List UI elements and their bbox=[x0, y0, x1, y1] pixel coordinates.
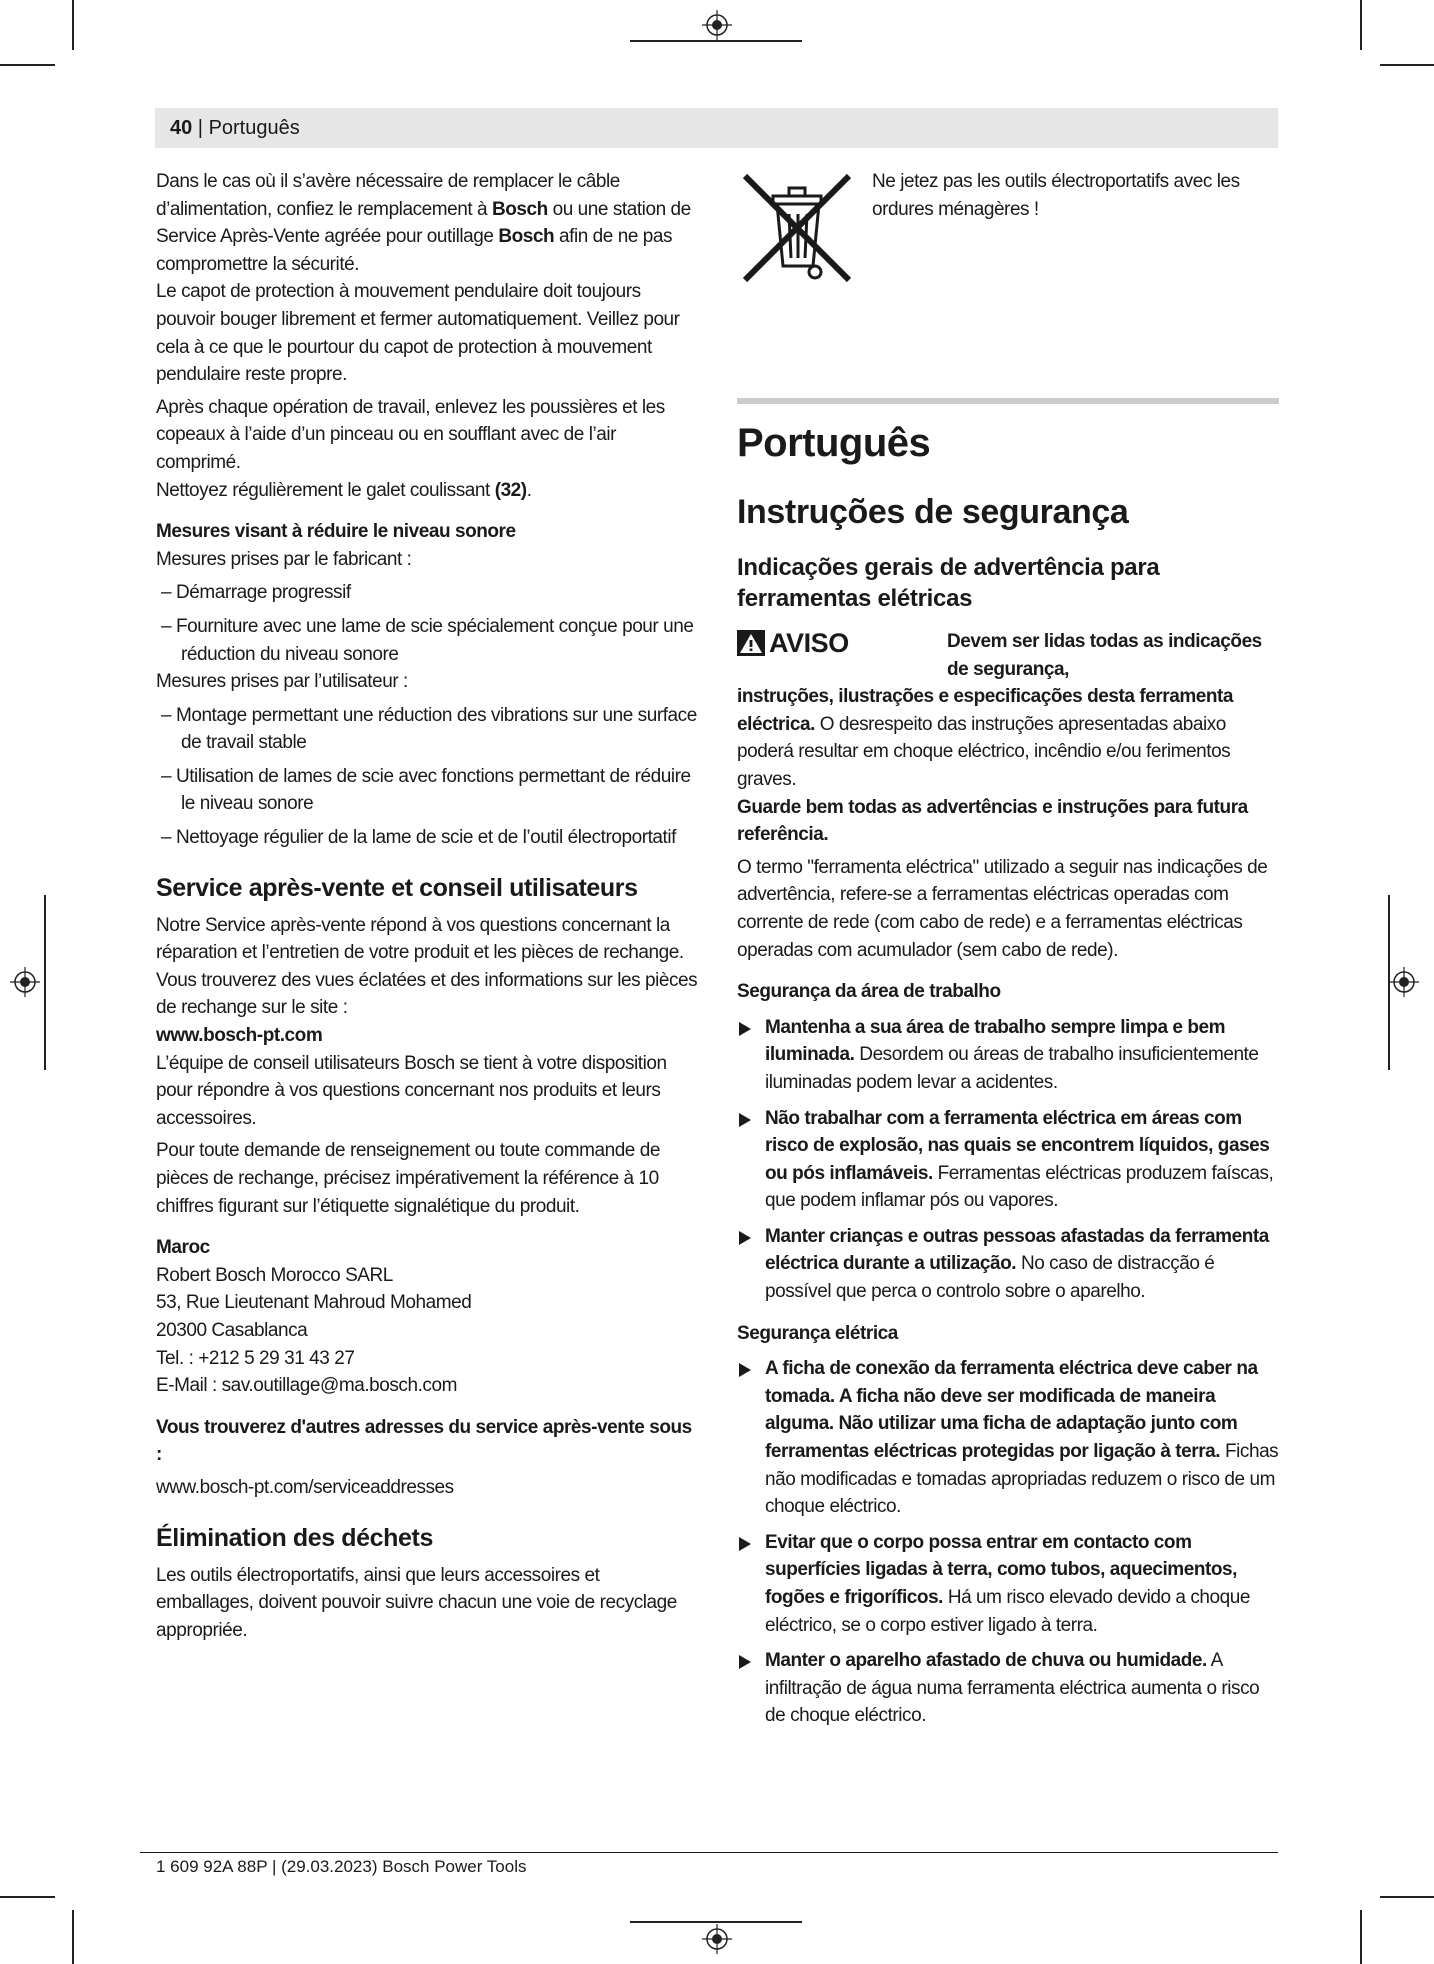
crop-mark bbox=[630, 40, 802, 42]
warning-block bbox=[737, 628, 1279, 683]
section-divider bbox=[737, 398, 1279, 404]
service-url: www.bosch-pt.com bbox=[156, 1025, 323, 1047]
section-title: Português bbox=[737, 421, 931, 465]
crop-mark bbox=[1380, 1896, 1434, 1898]
page-number: 40 bbox=[170, 117, 193, 139]
disposal-heading: Élimination des déchets bbox=[156, 1523, 433, 1552]
service-paragraph-3: Pour toute demande de renseignement ou toute commande de pièces de rechange, précisez impérativement la référence à 10 chiffres figurant sur l’étiquette signalétique du produit. bbox=[156, 1140, 660, 1217]
address-line: Robert Bosch Morocco SARL bbox=[156, 1264, 393, 1286]
list-item: – Démarrage progressif bbox=[161, 582, 351, 604]
cleaning-paragraph: Après chaque opération de travail, enlevez les poussières et les copeaux à l’aide d’un pinceau ou en soufflant avec de l’air comprimé. bbox=[156, 396, 665, 473]
other-addresses-heading: Vous trouverez d'autres adresses du service après-vente sous : bbox=[156, 1416, 692, 1466]
header-separator: | bbox=[192, 117, 209, 139]
crop-mark bbox=[630, 1921, 802, 1923]
cable-replacement-paragraph: Dans le cas où il s’avère nécessaire de remplacer le câble d’alimentation, confiez le remplacement à Bosch ou une station de Service Après-Vente agréée pour outillage Bosch afin de ne pas compromettre la sécurité. bbox=[156, 171, 691, 275]
address-line: 53, Rue Lieutenant Mahroud Mohamed bbox=[156, 1292, 472, 1314]
crop-mark bbox=[72, 0, 74, 50]
warning-icon bbox=[737, 630, 765, 656]
guard-paragraph: Le capot de protection à mouvement pendulaire doit toujours pouvoir bouger librement et fermer automatiquement. Veillez pour cela à ce que le pourtour du capot de protection à mouvement pendulaire reste propre. bbox=[156, 281, 680, 386]
general-warnings-heading: Indicações gerais de advertência para ferramentas elétricas bbox=[737, 554, 1160, 612]
list-item: Evitar que o corpo possa entrar em contacto com superfícies ligadas à terra, como tubos, aquecimentos, fogões e frigoríficos. Há um risco elevado devido a choque eléctrico, se o corpo estiver ligado à terra. bbox=[737, 1529, 1279, 1639]
right-column bbox=[737, 168, 1279, 1730]
list-item: Manter crianças e outras pessoas afastadas da ferramenta eléctrica durante a utilização. No caso de distracção é possível que perca o controlo sobre o aparelho. bbox=[737, 1223, 1279, 1306]
electrical-heading: Segurança elétrica bbox=[737, 1322, 898, 1344]
noise-manufacturer-label: Mesures prises par le fabricant : bbox=[156, 548, 412, 570]
warning-label: AVISO bbox=[737, 628, 947, 683]
crossed-out-bin-icon bbox=[737, 168, 857, 288]
list-item: – Nettoyage régulier de la lame de scie et de l’outil électroportatif bbox=[161, 827, 676, 849]
work-area-heading: Segurança da área de trabalho bbox=[737, 981, 1001, 1003]
service-paragraph-2: L’équipe de conseil utilisateurs Bosch se tient à votre disposition pour répondre à vos questions concernant nos produits et leurs accessoires. bbox=[156, 1052, 667, 1129]
registration-mark-icon bbox=[10, 967, 40, 997]
warning-paragraph: instruções, ilustrações e especificações desta ferramenta eléctrica. O desrespeito das instruções apresentadas abaixo poderá resultar em choque eléctrico, incêndio e/ou ferimentos graves. bbox=[737, 686, 1234, 790]
address-line: Tel. : +212 5 29 31 43 27 bbox=[156, 1347, 355, 1369]
safety-title: Instruções de segurança bbox=[737, 493, 1129, 531]
list-item: Não trabalhar com a ferramenta eléctrica em áreas com risco de explosão, nas quais se encontrem líquidos, gases ou pós inflamáveis. Ferramentas eléctricas produzem faíscas, que podem inflamar pós ou vapores. bbox=[737, 1105, 1279, 1215]
maroc-heading: Maroc bbox=[156, 1237, 210, 1259]
roller-paragraph: Nettoyez régulièrement le galet coulissant (32). bbox=[156, 479, 532, 501]
address-line: E-Mail : sav.outillage@ma.bosch.com bbox=[156, 1375, 457, 1397]
crop-mark bbox=[0, 64, 55, 66]
left-column bbox=[156, 168, 698, 1644]
warning-text-a: Devem ser lidas todas as indicações de segurança, bbox=[947, 631, 1262, 680]
noise-heading: Mesures visant à réduire le niveau sonore bbox=[156, 521, 516, 543]
list-item: Manter o aparelho afastado de chuva ou humidade. A infiltração de água numa ferramenta eléctrica aumenta o risco de choque eléctrico. bbox=[737, 1647, 1279, 1730]
registration-mark-icon bbox=[1389, 967, 1419, 997]
list-item: – Montage permettant une réduction des vibrations sur une surface de travail stable bbox=[161, 704, 697, 754]
registration-mark-icon bbox=[702, 1924, 732, 1954]
list-item: – Fourniture avec une lame de scie spécialement conçue pour une réduction du niveau sonore bbox=[161, 615, 694, 665]
crop-mark bbox=[44, 895, 46, 1070]
crop-mark bbox=[72, 1910, 74, 1964]
crop-mark bbox=[1380, 64, 1434, 66]
crop-mark bbox=[1360, 1910, 1362, 1964]
crop-mark bbox=[0, 1896, 55, 1898]
list-item: Mantenha a sua área de trabalho sempre limpa e bem iluminada. Desordem ou áreas de trabalho insuficientemente iluminadas podem levar a acidentes. bbox=[737, 1014, 1279, 1097]
address-line: 20300 Casablanca bbox=[156, 1319, 308, 1341]
registration-mark-icon bbox=[702, 10, 732, 40]
service-heading: Service après-vente et conseil utilisateurs bbox=[156, 873, 638, 902]
list-item: – Utilisation de lames de scie avec fonctions permettant de réduire le niveau sonore bbox=[161, 765, 691, 815]
weee-text: Ne jetez pas les outils électroportatifs avec les ordures ménagères ! bbox=[872, 171, 1240, 220]
service-paragraph-1: Notre Service après-vente répond à vos questions concernant la réparation et l’entretien de votre produit et les pièces de rechange. Vous trouverez des vues éclatées et des informations sur les pièces de rechange sur le site : bbox=[156, 914, 698, 1019]
term-definition: O termo "ferramenta eléctrica" utilizado a seguir nas indicações de advertência, refere-se a ferramentas eléctricas operadas com corrente de rede (com cabo de rede) e a ferramentas eléctricas operadas com acumulador (sem cabo de rede). bbox=[737, 856, 1268, 961]
noise-user-label: Mesures prises par l’utilisateur : bbox=[156, 671, 408, 693]
crop-mark bbox=[1360, 0, 1362, 50]
other-addresses-url: www.bosch-pt.com/serviceaddresses bbox=[156, 1476, 454, 1498]
page-footer: 1 609 92A 88P | (29.03.2023) Bosch Power Tools bbox=[140, 1852, 1278, 1881]
weee-notice bbox=[737, 168, 1279, 288]
list-item: A ficha de conexão da ferramenta eléctrica deve caber na tomada. A ficha não deve ser modificada de maneira alguma. Não utilizar uma ficha de adaptação junto com ferramentas eléctricas protegidas por ligação à terra. Fichas não modificadas e tomadas apropriadas reduzem o risco de um choque eléctrico. bbox=[737, 1355, 1279, 1521]
keep-instructions: Guarde bem todas as advertências e instruções para futura referência. bbox=[737, 796, 1248, 846]
disposal-paragraph: Les outils électroportatifs, ainsi que leurs accessoires et emballages, doivent pouvoir suivre chacun une voie de recyclage appropriée. bbox=[156, 1564, 677, 1641]
header-language: Português bbox=[208, 117, 300, 139]
page-header bbox=[155, 108, 1278, 148]
